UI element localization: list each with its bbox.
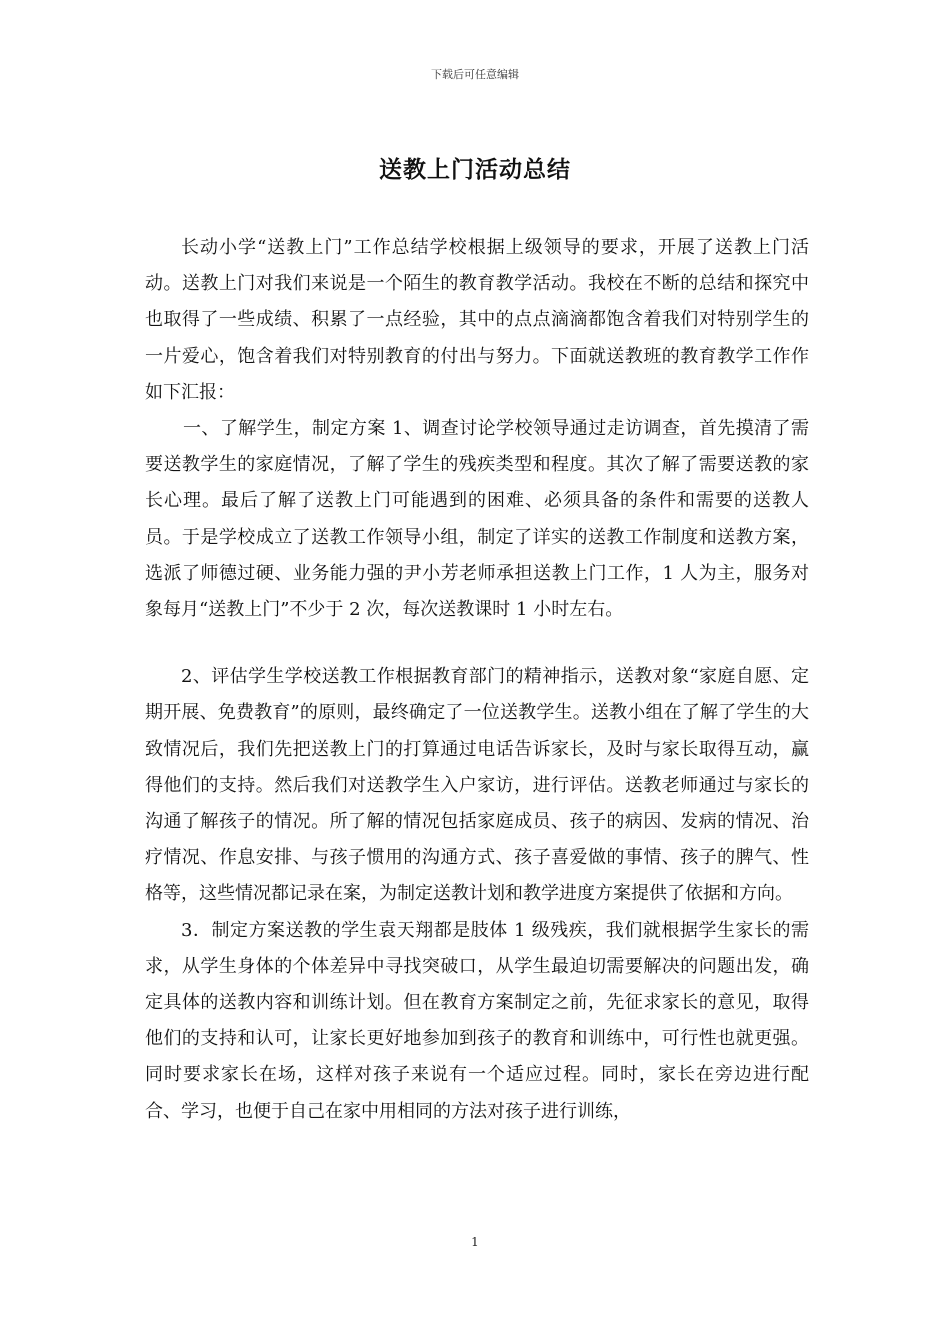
section-1-paragraph: 一、了解学生，制定方案 1、调查讨论学校领导通过走访调查，首先摸清了需要送教学生的家庭情况，了解了学生的残疾类型和程度。其次了解了需要送教的家长心理。最后了解了送教上门可能遇到的困难、必须具备的条件和需要的送教人员。于是学校成立了送教工作领导小组，制定了详实的送教工作制度和送教方案，选派了师德过硬、业务能力强的尹小芳老师承担送教上门工作，1 人为主，服务对象每月“送教上门”不少于 2 次，每次送教课时 1 小时左右。 <box>145 418 809 621</box>
section-2-paragraph: 2、评估学生学校送教工作根据教育部门的精神指示，送教对象“家庭自愿、定期开展、免费教育”的原则，最终确定了一位送教学生。送教小组在了解了学生的大致情况后，我们先把送教上门的打算通过电话告诉家长，及时与家长取得互动，赢得他们的支持。然后我们对送教学生入户家访，进行评估。送教老师通过与家长的沟通了解孩子的情况。所了解的情况包括家庭成员、孩子的病因、发病的情况、治疗情况、作息安排、与孩子惯用的沟通方式、孩子喜爱做的事情、孩子的脾气、性格等，这些情况都记录在案，为制定送教计划和教学进度方案提供了依据和方向。 <box>145 666 809 905</box>
page-header-note: 下载后可任意编辑 <box>431 68 519 81</box>
page-number: 1 <box>471 1235 479 1249</box>
document-title: 送教上门活动总结 <box>379 157 571 183</box>
document-body <box>145 230 809 1130</box>
section-3-paragraph: 3．制定方案送教的学生袁天翔都是肢体 1 级残疾，我们就根据学生家长的需求，从学生身体的个体差异中寻找突破口，从学生最迫切需要解决的问题出发，确定具体的送教内容和训练计划。但在教育方案制定之前，先征求家长的意见，取得他们的支持和认可，让家长更好地参加到孩子的教育和训练中，可行性也就更强。同时要求家长在场，这样对孩子来说有一个适应过程。同时，家长在旁边进行配合、学习，也便于自己在家中用相同的方法对孩子进行训练， <box>145 919 809 1122</box>
intro-paragraph: 长动小学“送教上门”工作总结学校根据上级领导的要求，开展了送教上门活动。送教上门对我们来说是一个陌生的教育教学活动。我校在不断的总结和探究中也取得了一些成绩、积累了一点经验，其中的点点滴滴都饱含着我们对特别学生的一片爱心，饱含着我们对特别教育的付出与努力。下面就送教班的教育教学工作作如下汇报： <box>145 237 809 403</box>
